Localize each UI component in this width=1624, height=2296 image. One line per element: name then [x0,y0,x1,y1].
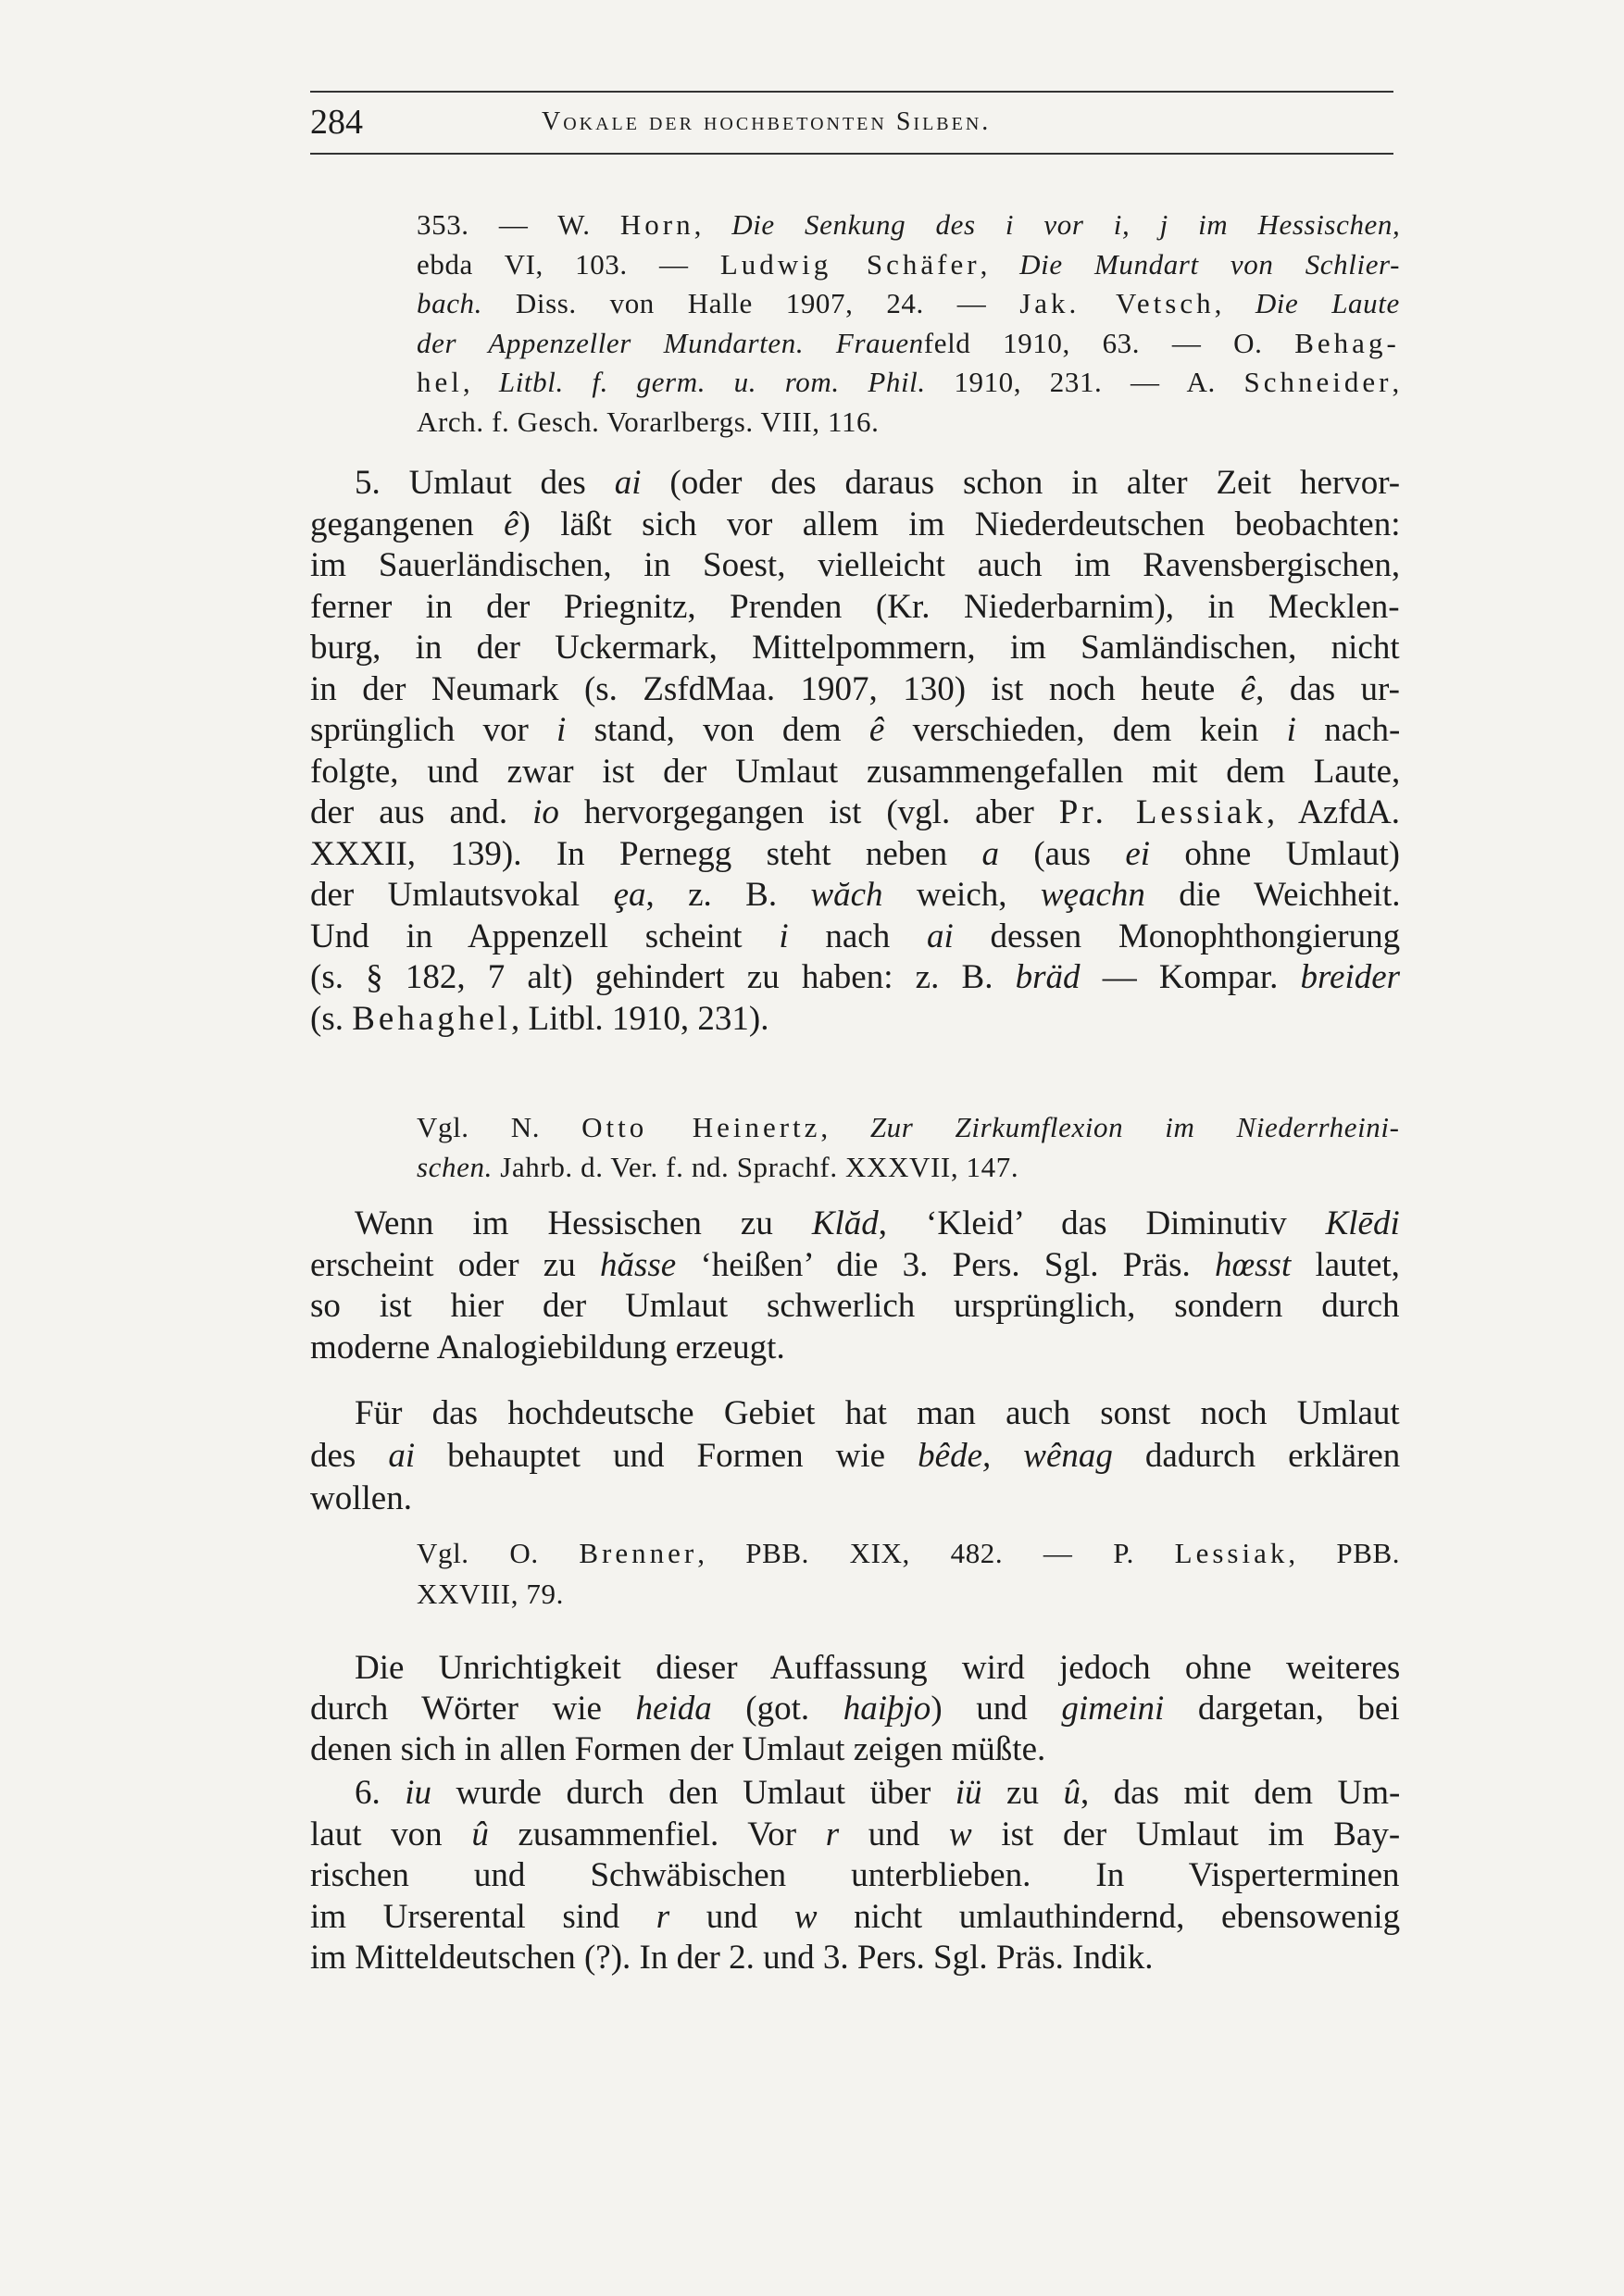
text-run: (s. § 182, 7 alt) gehindert zu haben: z. B. [310,958,1016,996]
text-run: zusammenfiel. Vor [488,1815,826,1853]
text-run: Brenner [579,1537,698,1569]
text-run: , PBB. XIX, 482. — P. [697,1537,1175,1569]
text-run: 5. Umlaut des [355,464,615,502]
text-run: a [981,834,1000,873]
text-run: Wenn im Hessischen zu [355,1204,812,1242]
text-run: gegangenen [310,505,505,543]
text-run: Ludwig Schäfer [719,247,981,281]
text-run: ) und [931,1690,1062,1728]
text-run: zu [981,1774,1064,1812]
text-run: haiþjo [843,1690,931,1728]
text-run: i [556,711,567,749]
text-run: ist der Umlaut im Bay- [971,1815,1401,1853]
para5-body-line [310,999,768,1039]
text-run: laut von [310,1815,472,1853]
text-run: im Urserental sind [310,1897,656,1936]
text-run: iu [405,1774,432,1812]
text-run: io [532,793,559,831]
text-run: burg, in der Uckermark, Mittelpommern, im Samländischen, nicht [310,629,1400,667]
text-run: stand, von dem [566,711,869,749]
text-run: Otto Heinertz [581,1111,821,1143]
text-run: bêde, wênag [918,1437,1113,1475]
text-run: lautet, [1291,1245,1400,1284]
header-top-rule [310,91,1393,93]
text-run: der Umlautsvokal [310,876,614,914]
text-run: ai [614,464,642,502]
text-run: hœsst [1214,1245,1292,1284]
text-run: nach [788,917,927,955]
text-run: ei [1125,834,1151,873]
para-wenn-body-line [310,1286,1400,1326]
text-run: w [793,1897,818,1936]
text-run: rischen und Schwäbischen unterblieben. In Visperterminen [310,1856,1400,1894]
text-run: verschieden, dem kein [884,711,1287,749]
text-run: ai [388,1437,416,1475]
text-run: — Kompar. [1080,958,1301,996]
text-run: dessen Monophthongierung [953,917,1401,955]
text-run: , das mit dem Um- [1080,1774,1401,1812]
para5-body-line [310,628,1400,668]
para5-body-line [310,917,1400,956]
text-run: ê [1240,669,1256,708]
text-run: Die Unrichtigkeit dieser Auffassung wird jedoch ohne weiteres [355,1649,1401,1687]
para6-body-line [310,1815,1400,1854]
text-run: Lessiak [1174,1537,1289,1569]
text-run: ohne Umlaut) [1150,834,1400,873]
text-run: Die Laute [1255,287,1400,319]
text-run: ) läßt sich vor allem im Niederdeutschen beobachten: [518,505,1401,543]
para5-body-line [310,505,1400,544]
text-run: und [839,1815,949,1853]
text-run: wurde durch den Umlaut über [431,1774,956,1812]
text-run: gimeini [1061,1690,1165,1728]
text-run: nicht umlauthindernd, ebensowenig [817,1897,1401,1936]
text-run: die Weichheit. [1144,876,1401,914]
text-run: bräd [1015,958,1081,996]
text-run: , PBB. [1288,1537,1401,1569]
text-run: Zur Zirkumflexion im Niederrheini- [869,1111,1400,1143]
para6-body-line [310,1855,1400,1895]
text-run: w [948,1815,972,1853]
text-run: 353. — W. [417,208,620,241]
text-run: schen. [417,1151,493,1183]
text-run: Die Senkung des i vor i, j im Hessischen, [731,208,1401,241]
text-run: und [669,1897,794,1936]
text-run: der Appenzeller Mundarten. Frauen [417,326,924,359]
text-run: ai [926,917,954,955]
text-run: Klēdi [1325,1204,1400,1242]
text-run: des [310,1437,389,1475]
text-run: i [1286,711,1296,749]
para6-body-line [310,1938,1153,1978]
page-header [310,102,1393,148]
page-number: 284 [310,103,363,142]
text-run: Litbl. f. germ. u. rom. Phil. [498,366,926,398]
text-run: , [462,366,499,398]
text-run: (aus [999,834,1126,873]
para5-body-line [355,463,1400,503]
text-run: , [1214,287,1255,319]
footnote3-fn-line [417,1578,564,1611]
text-run: , das ur- [1255,669,1400,708]
para-fuer-body-line [355,1393,1400,1433]
running-title: Vokale der hochbetonten Silben. [542,107,992,136]
para-wenn-body-line [310,1245,1400,1285]
text-run: , [1392,366,1400,398]
footnote2-fn-line [417,1151,1018,1184]
text-run: denen sich in allen Formen der Umlaut zeigen müßte. [310,1730,1046,1768]
para-wenn-body-line [355,1204,1400,1243]
text-run: im Mitteldeutschen (?). In der 2. und 3. Pers. Sgl. Präs. Indik. [310,1939,1154,1977]
text-run: Pr. Lessiak [1058,793,1267,831]
para5-body-line [310,587,1400,627]
text-run: , [980,247,1020,281]
text-run: Behaghel [352,999,511,1038]
text-run: hăsse [599,1245,677,1284]
text-run: ebda VI, 103. — [417,247,720,281]
text-run: , AzfdA. [1266,793,1400,831]
text-run: ê [504,505,519,543]
text-run: r [825,1815,840,1853]
para5-body-line [310,545,1400,585]
text-run: wăch [810,876,883,914]
text-run: der aus and. [310,793,533,831]
para5-body-line [310,710,1400,750]
text-run: moderne Analogiebildung erzeugt. [310,1328,785,1366]
text-run: feld 1910, 63. — O. [923,326,1295,359]
text-run: , [820,1111,870,1143]
text-run: 6. [355,1774,406,1812]
text-run: heida [635,1690,712,1728]
text-run: ferner in der Priegnitz, Prenden (Kr. Niederbarnim), in Mecklen- [310,587,1400,626]
text-run: ȩa [613,876,646,914]
text-run: û [471,1815,489,1853]
text-run: behauptet und Formen wie [415,1437,918,1475]
text-run: dargetan, bei [1164,1690,1400,1728]
text-run: Jahrb. d. Ver. f. nd. Sprachf. XXXVII, 147. [492,1151,1019,1183]
para-die-body-line [310,1729,1045,1769]
footnote1-fn-line [417,327,1400,360]
text-run: Behag- [1294,326,1400,359]
footnote1-fn-line [417,248,1400,281]
footnote1-fn-line [417,366,1400,399]
footnote1-fn-line [417,287,1400,320]
text-run: (s. [310,999,353,1038]
text-run: wollen. [310,1479,412,1517]
para-die-body-line [310,1689,1400,1728]
text-run: erscheint oder zu [310,1245,600,1284]
text-run: Vgl. N. [417,1111,582,1143]
text-run: (got. [711,1690,843,1728]
text-run: Klăd [811,1204,879,1242]
text-run: Diss. von Halle 1907, 24. — [482,287,1020,319]
text-run: Arch. f. Gesch. Vorarlbergs. VIII, 116. [417,405,880,438]
text-run: XXXII, 139). In Pernegg steht neben [310,834,982,873]
text-run: r [656,1897,670,1936]
para-die-body-line [355,1648,1400,1688]
para-wenn-body-line [310,1328,785,1367]
text-run: in der Neumark (s. ZsfdMaa. 1907, 130) ist noch heute [310,669,1241,708]
para-fuer-body-line [310,1479,412,1518]
para6-body-line [355,1773,1400,1813]
text-run: Für das hochdeutsche Gebiet hat man auch sonst noch Umlaut [355,1394,1400,1432]
para5-body-line [310,752,1400,792]
text-run: hel [417,366,463,398]
text-run: ê [868,711,885,749]
text-run: , [693,208,732,241]
para-fuer-body-line [310,1436,1400,1476]
header-bottom-rule [310,153,1393,155]
footnote3-fn-line [417,1537,1400,1570]
text-run: wȩachn [1040,876,1145,914]
footnote1-fn-line [417,406,880,439]
text-run: iü [955,1774,982,1812]
text-run: im Sauerländischen, in Soest, vielleicht auch im Ravensbergischen, [310,546,1401,584]
para5-body-line [310,957,1400,997]
footnote1-fn-line [417,208,1400,242]
text-run: sprünglich vor [310,711,557,749]
para5-body-line [310,834,1400,874]
text-run: weich, [882,876,1041,914]
text-run: , ‘Kleid’ das Diminutiv [878,1204,1326,1242]
text-run: Und in Appenzell scheint [310,917,780,955]
text-run: , z. B. [645,876,811,914]
para6-body-line [310,1897,1400,1937]
footnote2-fn-line [417,1111,1400,1144]
text-run: Die Mundart von Schlier- [1019,247,1401,281]
text-run: Schneider [1243,366,1393,398]
text-run: Horn [619,208,694,241]
text-run: breider [1300,958,1401,996]
para5-body-line [310,792,1400,832]
text-run: i [779,917,789,955]
text-run: Vgl. O. [417,1537,580,1569]
text-run: nach- [1295,711,1401,749]
text-run: ‘heißen’ die 3. Pers. Sgl. Präs. [676,1245,1215,1284]
text-run: 1910, 231. — A. [925,366,1244,398]
text-run: , Litbl. 1910, 231). [510,999,769,1038]
text-run: Jak. Vetsch [1019,287,1215,319]
para5-body-line [310,875,1400,915]
text-run: bach. [417,287,483,319]
text-run: hervorgegangen ist (vgl. aber [558,793,1059,831]
text-run: dadurch erklären [1112,1437,1401,1475]
text-run: XXVIII, 79. [417,1578,564,1610]
text-run: û [1063,1774,1081,1812]
text-run: (oder des daraus schon in alter Zeit hervor- [641,464,1401,502]
text-run: durch Wörter wie [310,1690,636,1728]
para5-body-line [310,669,1400,709]
text-run: folgte, und zwar ist der Umlaut zusammengefallen mit dem Laute, [310,752,1401,791]
text-run: so ist hier der Umlaut schwerlich ursprünglich, sondern durch [310,1287,1400,1325]
